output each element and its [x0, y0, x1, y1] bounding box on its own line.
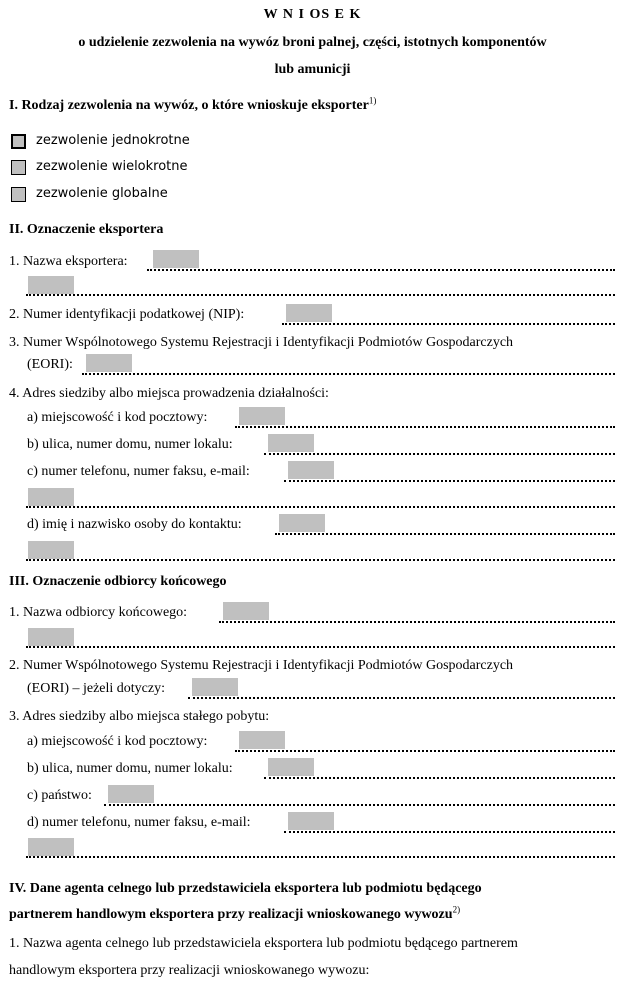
agent-name-label: 1. Nazwa agenta celnego lub przedstawiciela eksportera lub podmiotu będącego partnerem [9, 936, 518, 951]
recipient-city-field[interactable] [239, 731, 285, 749]
section4-heading-text: partnerem handlowym eksportera przy realizacji wnioskowanego wywozu [9, 907, 453, 922]
checkbox-global-permit[interactable] [11, 187, 26, 202]
exporter-nip-field[interactable] [286, 304, 332, 322]
exporter-city-line [235, 426, 615, 428]
exporter-contact-label: c) numer telefonu, numer faksu, e-mail: [27, 464, 250, 479]
exporter-eori-field[interactable] [86, 354, 132, 372]
checkbox-multiple-permit-label: zezwolenie wielokrotne [36, 159, 188, 174]
checkbox-global-permit-label: zezwolenie globalne [36, 186, 168, 201]
recipient-contact-line-2 [26, 856, 615, 858]
form-subtitle-line1: o udzielenie zezwolenia na wywóz broni palnej, części, istotnych komponentów [78, 35, 547, 50]
recipient-contact-field-2[interactable] [28, 838, 74, 856]
recipient-name-label: 1. Nazwa odbiorcy końcowego: [9, 605, 188, 620]
recipient-eori-field[interactable] [192, 678, 238, 696]
section2-heading: II. Oznaczenie eksportera [9, 222, 164, 237]
agent-name-label-2: handlowym eksportera przy realizacji wnioskowanego wywozu: [9, 963, 370, 978]
recipient-eori-label-2: (EORI) – jeżeli dotyczy: [27, 681, 166, 696]
recipient-address-label: 3. Adres siedziby albo miejsca stałego pobytu: [9, 709, 270, 724]
section4-heading-line1: IV. Dane agenta celnego lub przedstawiciela eksportera lub podmiotu będącego [9, 881, 482, 896]
section4-heading-line2 [9, 906, 460, 924]
recipient-name-field-2[interactable] [28, 628, 74, 646]
exporter-person-line [275, 533, 615, 535]
checkbox-single-permit-label: zezwolenie jednokrotne [36, 133, 190, 148]
recipient-eori-label: 2. Numer Wspólnotowego Systemu Rejestracji i Identyfikacji Podmiotów Gospodarczych [9, 658, 514, 673]
exporter-nip-line [282, 323, 615, 325]
recipient-name-line-2 [26, 646, 615, 648]
section4-footnote: 2) [452, 904, 461, 915]
exporter-eori-line [82, 373, 615, 375]
exporter-name-label: 1. Nazwa eksportera: [9, 254, 128, 269]
exporter-person-field-2[interactable] [28, 541, 74, 559]
exporter-person-label: d) imię i nazwisko osoby do kontaktu: [27, 517, 242, 532]
section3-heading: III. Oznaczenie odbiorcy końcowego [9, 574, 227, 589]
section1-heading-text: I. Rodzaj zezwolenia na wywóz, o które wnioskuje eksporter [9, 98, 369, 113]
recipient-street-label: b) ulica, numer domu, numer lokalu: [27, 761, 233, 776]
exporter-name-line-2 [26, 294, 615, 296]
exporter-contact-line-2 [26, 506, 615, 508]
exporter-eori-label-2: (EORI): [27, 357, 73, 372]
exporter-street-line [264, 453, 615, 455]
exporter-street-label: b) ulica, numer domu, numer lokalu: [27, 437, 233, 452]
section1-heading [9, 97, 376, 115]
checkbox-single-permit[interactable] [11, 134, 26, 149]
recipient-contact-line [284, 831, 615, 833]
exporter-street-field[interactable] [268, 434, 314, 452]
exporter-contact-line [284, 480, 615, 482]
recipient-country-field[interactable] [108, 785, 154, 803]
checkbox-multiple-permit[interactable] [11, 160, 26, 175]
exporter-person-field[interactable] [279, 514, 325, 532]
exporter-contact-field[interactable] [288, 461, 334, 479]
exporter-name-line [147, 269, 615, 271]
recipient-contact-field[interactable] [288, 812, 334, 830]
exporter-eori-label: 3. Numer Wspólnotowego Systemu Rejestracji i Identyfikacji Podmiotów Gospodarczych [9, 335, 514, 350]
exporter-name-field[interactable] [153, 250, 199, 268]
exporter-address-label: 4. Adres siedziby albo miejsca prowadzenia działalności: [9, 386, 329, 401]
recipient-contact-label: d) numer telefonu, numer faksu, e-mail: [27, 815, 251, 830]
exporter-contact-field-2[interactable] [28, 488, 74, 506]
recipient-name-line [219, 621, 615, 623]
recipient-street-line [264, 777, 615, 779]
recipient-country-line [104, 804, 615, 806]
exporter-person-line-2 [26, 559, 615, 561]
recipient-eori-line [188, 697, 615, 699]
exporter-city-label: a) miejscowość i kod pocztowy: [27, 410, 208, 425]
recipient-country-label: c) państwo: [27, 788, 92, 803]
recipient-name-field[interactable] [223, 602, 269, 620]
form-subtitle-line2: lub amunicji [274, 62, 351, 77]
recipient-city-line [235, 750, 615, 752]
exporter-name-field-2[interactable] [28, 276, 74, 294]
form-title: W N I OS E K [263, 7, 362, 22]
recipient-street-field[interactable] [268, 758, 314, 776]
section1-footnote: 1) [368, 95, 377, 106]
recipient-city-label: a) miejscowość i kod pocztowy: [27, 734, 208, 749]
exporter-nip-label: 2. Numer identyfikacji podatkowej (NIP): [9, 307, 245, 322]
exporter-city-field[interactable] [239, 407, 285, 425]
